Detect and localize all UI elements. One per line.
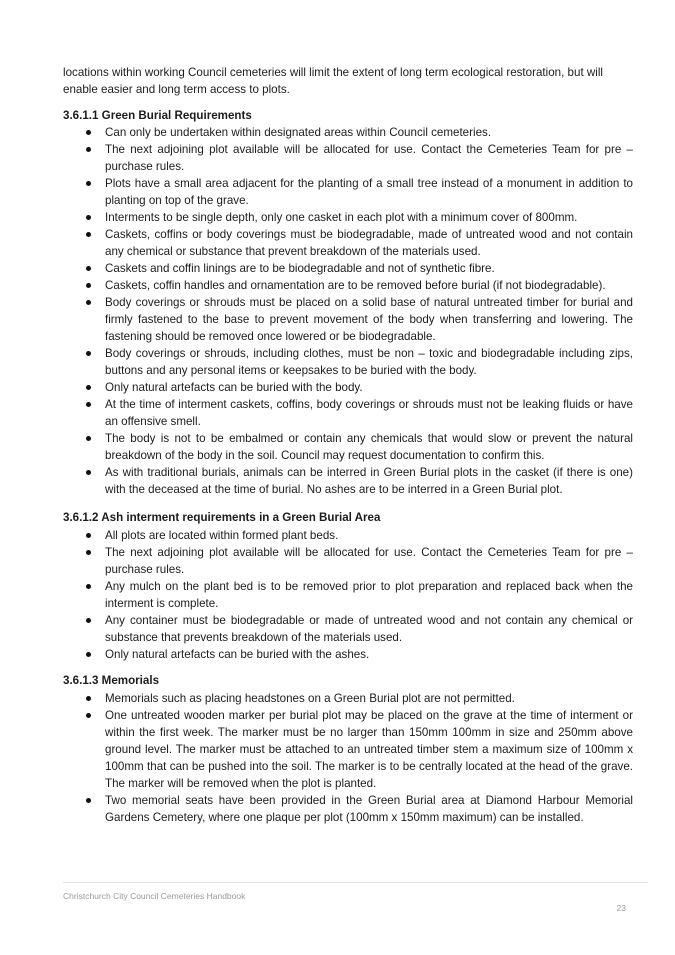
bullet-icon <box>86 618 91 623</box>
bullet-icon <box>86 283 91 288</box>
list-item: Caskets and coffin linings are to be biodegradable and not of synthetic fibre. <box>63 260 635 277</box>
footer-divider <box>63 882 648 883</box>
section-heading-memorials: 3.6.1.3 Memorials <box>63 674 160 687</box>
bullet-icon <box>86 652 91 657</box>
bullet-icon <box>86 550 91 555</box>
bullet-icon <box>86 584 91 589</box>
bullet-icon <box>86 266 91 271</box>
bullet-icon <box>86 181 91 186</box>
section-heading-ash-interment: 3.6.1.2 Ash interment requirements in a Green Burial Area <box>63 511 381 524</box>
list-item: Only natural artefacts can be buried with the body. <box>63 379 635 396</box>
bullet-icon <box>86 402 91 407</box>
bullet-icon <box>86 215 91 220</box>
list-item: Plots have a small area adjacent for the planting of a small tree instead of a monument in addition to planting on top of the grave. <box>63 175 635 209</box>
bullet-icon <box>86 232 91 237</box>
page-number: 23 <box>616 903 626 913</box>
bullet-icon <box>86 351 91 356</box>
section-heading-green-burial-requirements: 3.6.1.1 Green Burial Requirements <box>63 109 252 122</box>
list-item: Two memorial seats have been provided in the Green Burial area at Diamond Harbour Memorial Gardens Cemetery, where one plaque per plot (100mm x 150mm maximum) can be installed. <box>63 792 635 826</box>
list-item: Any container must be biodegradable or made of untreated wood and not contain any chemical or substance that prevents breakdown of the materials used. <box>63 612 635 646</box>
bullet-icon <box>86 147 91 152</box>
list-item: At the time of interment caskets, coffins, body coverings or shrouds must not be leaking fluids or have an offensive smell. <box>63 396 635 430</box>
list-item: Memorials such as placing headstones on a Green Burial plot are not permitted. <box>63 690 635 707</box>
list-item: All plots are located within formed plant beds. <box>63 527 635 544</box>
list-item: Caskets, coffins or body coverings must be biodegradable, made of untreated wood and not contain any chemical or substance that prevent breakdown of the materials used. <box>63 226 635 260</box>
list-item: Can only be undertaken within designated areas within Council cemeteries. <box>63 124 635 141</box>
list-item: The next adjoining plot available will be allocated for use. Contact the Cemeteries Team for pre – purchase rules. <box>63 141 635 175</box>
bullet-icon <box>86 436 91 441</box>
bullet-icon <box>86 713 91 718</box>
list-item: One untreated wooden marker per burial plot may be placed on the grave at the time of interment or within the first week. The marker must be no larger than 150mm 100mm in size and 250mm above ground level. The marker must be attached to an untreated timber stem a maximum size of 100mm x 100mm that can be pushed into the soil. The marker is to be centrally located at the head of the grave. The marker will be removed when the plot is planted. <box>63 707 635 792</box>
list-item: The next adjoining plot available will be allocated for use. Contact the Cemeteries Team for pre – purchase rules. <box>63 544 635 578</box>
list-item: Body coverings or shrouds, including clothes, must be non – toxic and biodegradable including zips, buttons and any personal items or keepsakes to be buried with the body. <box>63 345 635 379</box>
bullet-icon <box>86 533 91 538</box>
list-item: Interments to be single depth, only one casket in each plot with a minimum cover of 800mm. <box>63 209 635 226</box>
list-item: Body coverings or shrouds must be placed on a solid base of natural untreated timber for burial and firmly fastened to the base to prevent movement of the body when transferring and lowering. The fastening should be removed once lowered or be biodegradable. <box>63 294 635 345</box>
bullet-icon <box>86 130 91 135</box>
memorials-list <box>63 690 635 826</box>
list-item: Any mulch on the plant bed is to be removed prior to plot preparation and replaced back when the interment is complete. <box>63 578 635 612</box>
bullet-icon <box>86 470 91 475</box>
list-item: As with traditional burials, animals can be interred in Green Burial plots in the casket (if there is one) with the deceased at the time of burial. No ashes are to be interred in a Green Burial plot. <box>63 464 635 498</box>
intro-paragraph: locations within working Council cemeteries will limit the extent of long term ecological restoration, but will enable easier and long term access to plots. <box>63 66 603 96</box>
bullet-icon <box>86 798 91 803</box>
footer-title: Christchurch City Council Cemeteries Handbook <box>63 891 246 901</box>
bullet-icon <box>86 385 91 390</box>
green-burial-requirements-list <box>63 124 635 498</box>
list-item: The body is not to be embalmed or contain any chemicals that would slow or prevent the natural breakdown of the body in the soil. Council may request documentation to confirm this. <box>63 430 635 464</box>
list-item: Caskets, coffin handles and ornamentation are to be removed before burial (if not biodegradable). <box>63 277 635 294</box>
ash-interment-list <box>63 527 635 663</box>
list-item: Only natural artefacts can be buried with the ashes. <box>63 646 635 663</box>
bullet-icon <box>86 300 91 305</box>
bullet-icon <box>86 696 91 701</box>
